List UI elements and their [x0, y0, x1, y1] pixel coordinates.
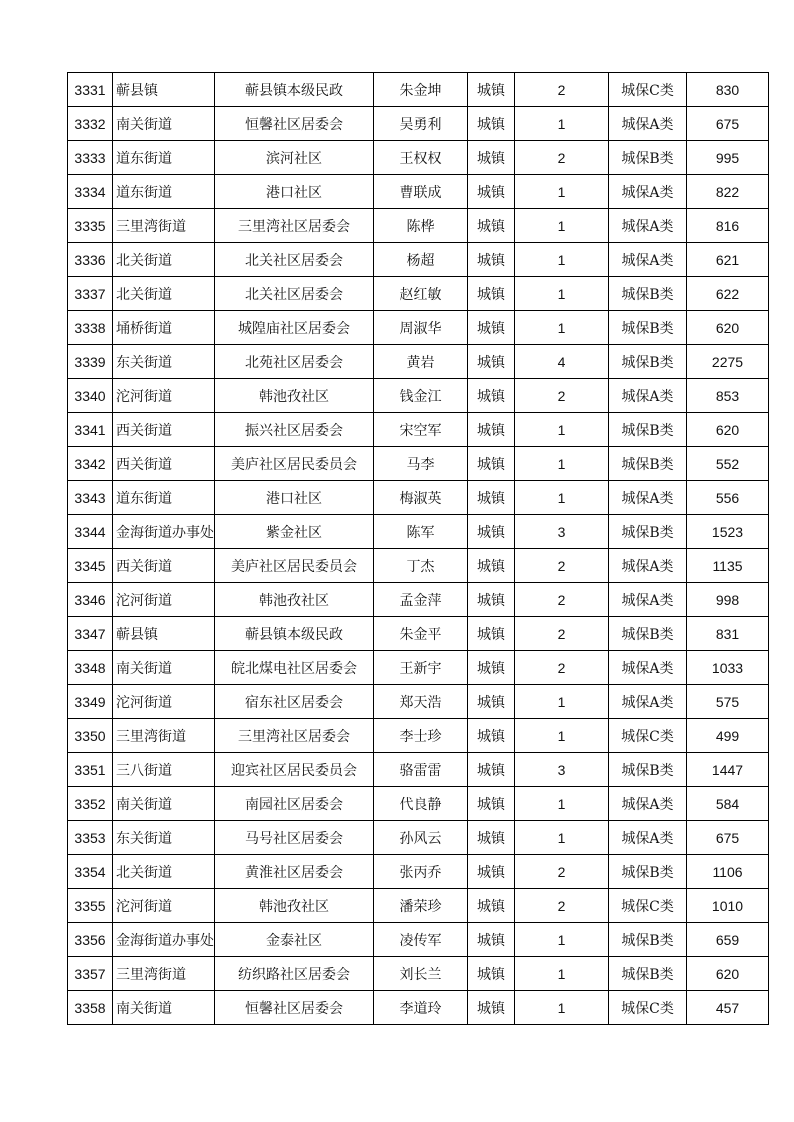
cell-record-id: 3347: [68, 617, 113, 651]
cell-person-name: 马李: [374, 447, 468, 481]
cell-person-name: 赵红敏: [374, 277, 468, 311]
cell-amount: 621: [687, 243, 769, 277]
cell-category: 城保A类: [609, 107, 687, 141]
cell-community: 宿东社区居委会: [215, 685, 374, 719]
cell-household-count: 2: [515, 379, 609, 413]
cell-person-name: 曹联成: [374, 175, 468, 209]
cell-community: 纺织路社区居委会: [215, 957, 374, 991]
cell-community: 蕲县镇本级民政: [215, 617, 374, 651]
cell-community: 三里湾社区居委会: [215, 209, 374, 243]
cell-street: 北关街道: [113, 243, 215, 277]
table-row: [68, 379, 769, 413]
table-row: [68, 821, 769, 855]
cell-person-name: 陈桦: [374, 209, 468, 243]
cell-person-name: 郑天浩: [374, 685, 468, 719]
cell-category: 城保C类: [609, 73, 687, 107]
cell-person-name: 李道玲: [374, 991, 468, 1025]
cell-record-id: 3350: [68, 719, 113, 753]
cell-household-count: 1: [515, 787, 609, 821]
table-row: [68, 277, 769, 311]
cell-household-count: 4: [515, 345, 609, 379]
cell-area-type: 城镇: [468, 753, 515, 787]
table-row: [68, 141, 769, 175]
cell-household-count: 3: [515, 753, 609, 787]
cell-person-name: 刘长兰: [374, 957, 468, 991]
cell-person-name: 王权权: [374, 141, 468, 175]
table-row: [68, 991, 769, 1025]
cell-area-type: 城镇: [468, 345, 515, 379]
cell-record-id: 3334: [68, 175, 113, 209]
cell-record-id: 3355: [68, 889, 113, 923]
cell-category: 城保B类: [609, 855, 687, 889]
cell-street: 沱河街道: [113, 685, 215, 719]
cell-record-id: 3358: [68, 991, 113, 1025]
cell-category: 城保A类: [609, 209, 687, 243]
cell-household-count: 1: [515, 447, 609, 481]
cell-household-count: 1: [515, 991, 609, 1025]
cell-category: 城保B类: [609, 515, 687, 549]
table-row: [68, 549, 769, 583]
cell-category: 城保B类: [609, 447, 687, 481]
cell-amount: 620: [687, 957, 769, 991]
cell-area-type: 城镇: [468, 481, 515, 515]
cell-street: 南关街道: [113, 107, 215, 141]
cell-amount: 1106: [687, 855, 769, 889]
cell-record-id: 3331: [68, 73, 113, 107]
cell-amount: 575: [687, 685, 769, 719]
cell-record-id: 3337: [68, 277, 113, 311]
table-row: [68, 73, 769, 107]
cell-household-count: 1: [515, 107, 609, 141]
cell-amount: 831: [687, 617, 769, 651]
cell-area-type: 城镇: [468, 243, 515, 277]
cell-amount: 830: [687, 73, 769, 107]
cell-area-type: 城镇: [468, 311, 515, 345]
cell-area-type: 城镇: [468, 277, 515, 311]
cell-amount: 816: [687, 209, 769, 243]
cell-amount: 620: [687, 413, 769, 447]
cell-area-type: 城镇: [468, 549, 515, 583]
cell-category: 城保B类: [609, 957, 687, 991]
cell-amount: 998: [687, 583, 769, 617]
cell-record-id: 3338: [68, 311, 113, 345]
cell-category: 城保B类: [609, 141, 687, 175]
cell-street: 三里湾街道: [113, 957, 215, 991]
cell-community: 蕲县镇本级民政: [215, 73, 374, 107]
cell-amount: 584: [687, 787, 769, 821]
cell-community: 振兴社区居委会: [215, 413, 374, 447]
table-body: [68, 73, 769, 1025]
cell-area-type: 城镇: [468, 107, 515, 141]
cell-household-count: 1: [515, 957, 609, 991]
cell-category: 城保B类: [609, 345, 687, 379]
cell-person-name: 朱金坤: [374, 73, 468, 107]
cell-community: 金泰社区: [215, 923, 374, 957]
cell-area-type: 城镇: [468, 583, 515, 617]
cell-record-id: 3352: [68, 787, 113, 821]
cell-household-count: 1: [515, 481, 609, 515]
cell-amount: 552: [687, 447, 769, 481]
cell-person-name: 杨超: [374, 243, 468, 277]
table-row: [68, 583, 769, 617]
cell-category: 城保C类: [609, 889, 687, 923]
cell-area-type: 城镇: [468, 821, 515, 855]
cell-record-id: 3353: [68, 821, 113, 855]
cell-category: 城保C类: [609, 991, 687, 1025]
cell-category: 城保A类: [609, 175, 687, 209]
cell-community: 南园社区居委会: [215, 787, 374, 821]
cell-person-name: 钱金江: [374, 379, 468, 413]
cell-record-id: 3340: [68, 379, 113, 413]
cell-household-count: 2: [515, 549, 609, 583]
cell-community: 韩池孜社区: [215, 889, 374, 923]
cell-amount: 457: [687, 991, 769, 1025]
table-row: [68, 719, 769, 753]
cell-amount: 499: [687, 719, 769, 753]
cell-person-name: 凌传军: [374, 923, 468, 957]
cell-area-type: 城镇: [468, 141, 515, 175]
cell-street: 金海街道办事处: [113, 923, 215, 957]
cell-street: 东关街道: [113, 821, 215, 855]
cell-household-count: 2: [515, 617, 609, 651]
table-row: [68, 957, 769, 991]
cell-area-type: 城镇: [468, 685, 515, 719]
cell-record-id: 3335: [68, 209, 113, 243]
cell-amount: 1135: [687, 549, 769, 583]
cell-amount: 1447: [687, 753, 769, 787]
cell-street: 南关街道: [113, 787, 215, 821]
table-row: [68, 481, 769, 515]
table-row: [68, 209, 769, 243]
cell-amount: 2275: [687, 345, 769, 379]
cell-person-name: 吴勇利: [374, 107, 468, 141]
cell-household-count: 2: [515, 651, 609, 685]
cell-person-name: 孙风云: [374, 821, 468, 855]
cell-street: 东关街道: [113, 345, 215, 379]
cell-area-type: 城镇: [468, 617, 515, 651]
cell-community: 皖北煤电社区居委会: [215, 651, 374, 685]
cell-community: 港口社区: [215, 481, 374, 515]
table-row: [68, 617, 769, 651]
table-row: [68, 889, 769, 923]
cell-person-name: 张丙乔: [374, 855, 468, 889]
cell-community: 港口社区: [215, 175, 374, 209]
cell-person-name: 陈军: [374, 515, 468, 549]
cell-record-id: 3345: [68, 549, 113, 583]
cell-record-id: 3354: [68, 855, 113, 889]
cell-household-count: 2: [515, 141, 609, 175]
table-row: [68, 447, 769, 481]
table-row: [68, 413, 769, 447]
cell-street: 三里湾街道: [113, 719, 215, 753]
cell-community: 紫金社区: [215, 515, 374, 549]
cell-category: 城保A类: [609, 481, 687, 515]
cell-record-id: 3356: [68, 923, 113, 957]
cell-household-count: 1: [515, 413, 609, 447]
cell-street: 三八街道: [113, 753, 215, 787]
cell-community: 北关社区居委会: [215, 243, 374, 277]
cell-street: 西关街道: [113, 549, 215, 583]
cell-record-id: 3332: [68, 107, 113, 141]
cell-street: 道东街道: [113, 175, 215, 209]
cell-person-name: 梅淑英: [374, 481, 468, 515]
relief-roster-table: [67, 72, 769, 1025]
cell-community: 北苑社区居委会: [215, 345, 374, 379]
cell-household-count: 1: [515, 685, 609, 719]
cell-record-id: 3342: [68, 447, 113, 481]
cell-record-id: 3336: [68, 243, 113, 277]
cell-category: 城保B类: [609, 311, 687, 345]
cell-community: 韩池孜社区: [215, 379, 374, 413]
table-row: [68, 243, 769, 277]
cell-category: 城保A类: [609, 651, 687, 685]
cell-record-id: 3351: [68, 753, 113, 787]
cell-category: 城保B类: [609, 277, 687, 311]
cell-household-count: 2: [515, 855, 609, 889]
cell-record-id: 3339: [68, 345, 113, 379]
cell-household-count: 1: [515, 719, 609, 753]
cell-record-id: 3357: [68, 957, 113, 991]
table-row: [68, 685, 769, 719]
cell-person-name: 丁杰: [374, 549, 468, 583]
cell-community: 北关社区居委会: [215, 277, 374, 311]
cell-category: 城保B类: [609, 617, 687, 651]
cell-person-name: 王新宇: [374, 651, 468, 685]
table-row: [68, 923, 769, 957]
cell-street: 西关街道: [113, 447, 215, 481]
cell-amount: 675: [687, 821, 769, 855]
table-row: [68, 855, 769, 889]
cell-community: 迎宾社区居民委员会: [215, 753, 374, 787]
cell-category: 城保A类: [609, 685, 687, 719]
cell-community: 三里湾社区居委会: [215, 719, 374, 753]
cell-household-count: 1: [515, 277, 609, 311]
cell-person-name: 潘荣珍: [374, 889, 468, 923]
cell-household-count: 1: [515, 209, 609, 243]
cell-community: 滨河社区: [215, 141, 374, 175]
cell-community: 美庐社区居民委员会: [215, 549, 374, 583]
cell-person-name: 朱金平: [374, 617, 468, 651]
cell-household-count: 2: [515, 73, 609, 107]
cell-area-type: 城镇: [468, 447, 515, 481]
cell-area-type: 城镇: [468, 209, 515, 243]
cell-community: 城隍庙社区居委会: [215, 311, 374, 345]
cell-household-count: 3: [515, 515, 609, 549]
cell-household-count: 2: [515, 583, 609, 617]
cell-street: 沱河街道: [113, 379, 215, 413]
table-row: [68, 175, 769, 209]
cell-record-id: 3348: [68, 651, 113, 685]
cell-street: 北关街道: [113, 277, 215, 311]
cell-category: 城保A类: [609, 379, 687, 413]
table-row: [68, 651, 769, 685]
cell-street: 金海街道办事处: [113, 515, 215, 549]
cell-area-type: 城镇: [468, 175, 515, 209]
cell-category: 城保B类: [609, 923, 687, 957]
cell-person-name: 孟金萍: [374, 583, 468, 617]
cell-household-count: 1: [515, 243, 609, 277]
table-row: [68, 753, 769, 787]
cell-area-type: 城镇: [468, 855, 515, 889]
cell-person-name: 代良静: [374, 787, 468, 821]
cell-amount: 1033: [687, 651, 769, 685]
cell-person-name: 周淑华: [374, 311, 468, 345]
cell-amount: 556: [687, 481, 769, 515]
cell-record-id: 3346: [68, 583, 113, 617]
cell-person-name: 李士珍: [374, 719, 468, 753]
cell-area-type: 城镇: [468, 379, 515, 413]
cell-area-type: 城镇: [468, 651, 515, 685]
cell-category: 城保A类: [609, 583, 687, 617]
cell-community: 恒馨社区居委会: [215, 991, 374, 1025]
cell-record-id: 3333: [68, 141, 113, 175]
table-row: [68, 515, 769, 549]
cell-record-id: 3344: [68, 515, 113, 549]
cell-category: 城保A类: [609, 821, 687, 855]
cell-category: 城保C类: [609, 719, 687, 753]
cell-amount: 1010: [687, 889, 769, 923]
cell-street: 北关街道: [113, 855, 215, 889]
cell-area-type: 城镇: [468, 957, 515, 991]
cell-household-count: 1: [515, 311, 609, 345]
table-row: [68, 345, 769, 379]
cell-street: 埇桥街道: [113, 311, 215, 345]
cell-category: 城保A类: [609, 787, 687, 821]
cell-community: 黄淮社区居委会: [215, 855, 374, 889]
cell-record-id: 3343: [68, 481, 113, 515]
cell-community: 美庐社区居民委员会: [215, 447, 374, 481]
cell-area-type: 城镇: [468, 515, 515, 549]
cell-community: 韩池孜社区: [215, 583, 374, 617]
cell-amount: 1523: [687, 515, 769, 549]
cell-area-type: 城镇: [468, 991, 515, 1025]
cell-amount: 622: [687, 277, 769, 311]
cell-category: 城保A类: [609, 243, 687, 277]
cell-amount: 620: [687, 311, 769, 345]
cell-category: 城保A类: [609, 549, 687, 583]
cell-person-name: 黄岩: [374, 345, 468, 379]
cell-street: 道东街道: [113, 141, 215, 175]
cell-record-id: 3341: [68, 413, 113, 447]
cell-amount: 675: [687, 107, 769, 141]
cell-person-name: 宋空军: [374, 413, 468, 447]
cell-street: 道东街道: [113, 481, 215, 515]
cell-community: 马号社区居委会: [215, 821, 374, 855]
cell-category: 城保B类: [609, 413, 687, 447]
cell-street: 蕲县镇: [113, 73, 215, 107]
cell-street: 三里湾街道: [113, 209, 215, 243]
cell-area-type: 城镇: [468, 889, 515, 923]
table-row: [68, 311, 769, 345]
cell-amount: 822: [687, 175, 769, 209]
cell-household-count: 2: [515, 889, 609, 923]
cell-area-type: 城镇: [468, 73, 515, 107]
cell-street: 沱河街道: [113, 583, 215, 617]
cell-household-count: 1: [515, 821, 609, 855]
cell-amount: 853: [687, 379, 769, 413]
cell-street: 南关街道: [113, 991, 215, 1025]
cell-household-count: 1: [515, 175, 609, 209]
cell-amount: 659: [687, 923, 769, 957]
cell-street: 蕲县镇: [113, 617, 215, 651]
cell-category: 城保B类: [609, 753, 687, 787]
table-row: [68, 107, 769, 141]
cell-person-name: 骆雷雷: [374, 753, 468, 787]
cell-area-type: 城镇: [468, 719, 515, 753]
table-row: [68, 787, 769, 821]
cell-community: 恒馨社区居委会: [215, 107, 374, 141]
cell-street: 南关街道: [113, 651, 215, 685]
cell-street: 沱河街道: [113, 889, 215, 923]
cell-area-type: 城镇: [468, 413, 515, 447]
cell-area-type: 城镇: [468, 923, 515, 957]
cell-record-id: 3349: [68, 685, 113, 719]
cell-area-type: 城镇: [468, 787, 515, 821]
cell-street: 西关街道: [113, 413, 215, 447]
cell-amount: 995: [687, 141, 769, 175]
cell-household-count: 1: [515, 923, 609, 957]
